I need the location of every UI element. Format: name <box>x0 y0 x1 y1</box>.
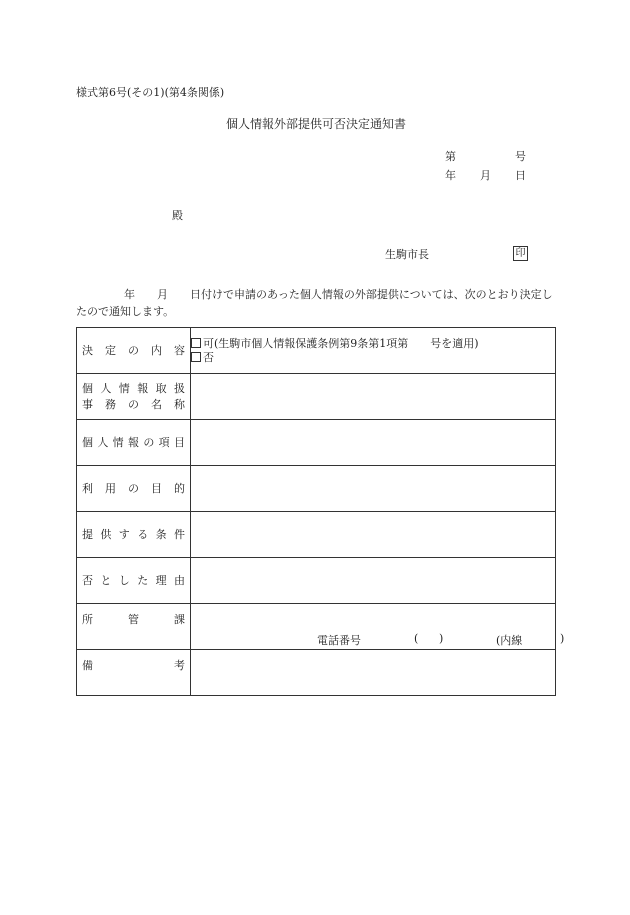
row-label-office-name: 個人情報取扱 事務の名称 <box>77 374 191 420</box>
remarks-field[interactable] <box>191 650 556 696</box>
seal-mark: 印 <box>513 246 528 261</box>
row-label-decision: 決定の内容 <box>77 328 191 374</box>
row-label-remarks: 備考 <box>77 650 191 696</box>
phone-paren-close: ) <box>439 632 444 645</box>
conditions-field[interactable] <box>191 512 556 558</box>
option-reject[interactable]: 否 <box>191 351 555 365</box>
row-label-conditions: 提供する条件 <box>77 512 191 558</box>
addressee-suffix: 殿 <box>172 209 183 222</box>
row-label-items: 個人情報の項目 <box>77 420 191 466</box>
option-approve[interactable]: 可(生駒市個人情報保護条例第9条第1項第 号を適用) <box>191 337 555 351</box>
purpose-field[interactable] <box>191 466 556 512</box>
row-label-reason: 否とした理由 <box>77 558 191 604</box>
decision-table <box>76 327 565 696</box>
checkbox-icon <box>191 338 201 348</box>
date-month: 月 <box>480 169 491 182</box>
reason-field[interactable] <box>191 558 556 604</box>
table-row <box>77 558 556 604</box>
table-row <box>77 512 556 558</box>
checkbox-icon <box>191 352 201 362</box>
items-field[interactable] <box>191 420 556 466</box>
department-field[interactable] <box>191 604 565 650</box>
row-label-department: 所管課 <box>77 604 191 650</box>
table-row <box>77 604 556 650</box>
phone-paren-open: ( <box>414 632 419 645</box>
table-row <box>77 374 556 420</box>
table-row <box>77 650 556 696</box>
row-label-purpose: 利用の目的 <box>77 466 191 512</box>
date-day: 日 <box>515 169 526 182</box>
extension-close: ) <box>560 632 565 645</box>
number-suffix: 号 <box>515 150 526 163</box>
table-row <box>77 420 556 466</box>
document-title: 個人情報外部提供可否決定通知書 <box>226 117 407 131</box>
office-name-field[interactable] <box>191 374 556 420</box>
issuer: 生駒市長 <box>385 248 429 261</box>
form-id: 様式第6号(その1)(第4条関係) <box>76 86 225 99</box>
table-row <box>77 328 556 374</box>
date-year: 年 <box>445 169 456 182</box>
table-row <box>77 466 556 512</box>
phone-label: 電話番号 <box>317 634 361 647</box>
number-prefix: 第 <box>445 150 456 163</box>
notice-body: 年 月 日付けで申請のあった個人情報の外部提供については、次のとおり決定したので通知します。 <box>76 288 553 318</box>
decision-options <box>191 328 556 374</box>
extension-label: (内線 <box>496 634 523 647</box>
